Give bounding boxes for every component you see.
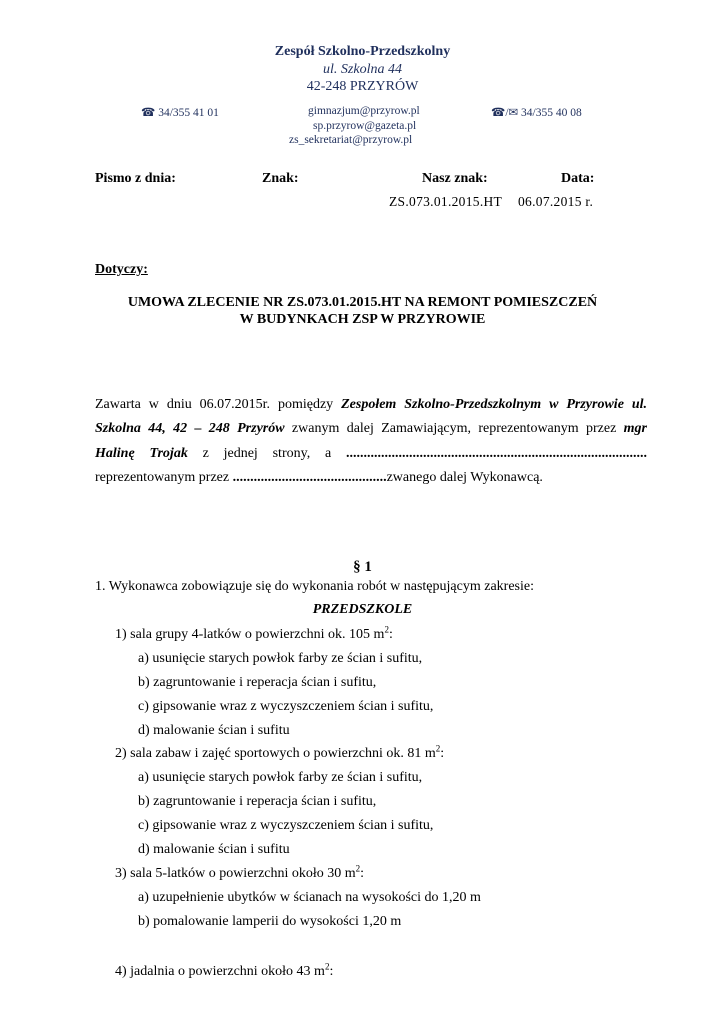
- intro-line-4: [95, 470, 543, 486]
- intro-line-3: [95, 446, 647, 462]
- label-pismo: Pismo z dnia:: [95, 171, 176, 186]
- room-item: [115, 961, 334, 980]
- unit-superscript: 2: [384, 624, 389, 635]
- email-3: zs_sekretariat@przyrow.pl: [289, 134, 413, 146]
- subject-title-line1: UMOWA ZLECENIE NR ZS.073.01.2015.HT NA REMONT POMIESZCZEŃ: [127, 295, 598, 310]
- task-item: c) gipsowanie wraz z wyczyszczeniem ścian i sufitu,: [138, 818, 434, 833]
- room-suffix: :: [388, 627, 393, 642]
- room-item: [115, 624, 393, 643]
- task-item: d) malowanie ścian i sufitu: [138, 842, 290, 857]
- intro-text: z jednej strony, a: [187, 446, 346, 461]
- unit-superscript: 2: [324, 961, 330, 972]
- task-item: c) gipsowanie wraz z wyczyszczeniem ścian i sufitu,: [138, 699, 434, 714]
- task-item: a) usunięcie starych powłok farby ze ścian i sufitu,: [138, 651, 423, 666]
- room-label: 1) sala grupy 4-latków o powierzchni ok. 105 m: [115, 627, 385, 642]
- school-city: 42-248 PRZYRÓW: [306, 79, 419, 94]
- fax-line: [491, 105, 582, 119]
- email-1: gimnazjum@przyrow.pl: [308, 105, 420, 117]
- representative-name: Halinę Trojak: [95, 446, 188, 461]
- phone-line: [141, 105, 219, 119]
- task-item: b) zagruntowanie i reperacja ścian i sufitu,: [138, 675, 377, 690]
- intro-line-2: [95, 421, 647, 437]
- room-suffix: :: [360, 866, 365, 881]
- task-item: d) malowanie ścian i sufitu: [138, 723, 290, 738]
- label-data: Data:: [561, 171, 595, 186]
- school-name: Zespół Szkolno-Przedszkolny: [274, 44, 451, 59]
- contractor-blank: ......................................................................................: [346, 446, 647, 461]
- party-address: Szkolna 44, 42 – 248 Przyrów: [95, 421, 285, 436]
- label-znak: Znak:: [262, 171, 299, 186]
- subject-title-line2: W BUDYNKACH ZSP W PRZYROWIE: [239, 312, 486, 327]
- phone-number: 34/355 41 01: [158, 107, 219, 119]
- task-item: a) usunięcie starych powłok farby ze ścian i sufitu,: [138, 770, 423, 785]
- task-item: b) pomalowanie lamperii do wysokości 1,20 m: [138, 914, 402, 929]
- room-suffix: :: [329, 964, 334, 979]
- label-nasz-znak: Nasz znak:: [422, 171, 488, 186]
- section-heading: PRZEDSZKOLE: [312, 602, 413, 617]
- room-item: [115, 863, 365, 882]
- email-2: sp.przyrow@gazeta.pl: [313, 120, 417, 132]
- subject-label: Dotyczy:: [95, 262, 148, 277]
- section-mark: § 1: [353, 559, 372, 575]
- room-suffix: :: [440, 746, 445, 761]
- our-reference: ZS.073.01.2015.HT: [389, 194, 503, 209]
- representative-blank: ............................................: [232, 470, 387, 485]
- intro-text: zwanym dalej Zamawiającym, reprezentowanym przez: [284, 421, 624, 436]
- representative-title: mgr: [623, 421, 647, 436]
- task-item: a) uzupełnienie ubytków w ścianach na wysokości do 1,20 m: [138, 890, 481, 905]
- section-clause: 1. Wykonawca zobowiązuje się do wykonania robót w następującym zakresie:: [95, 579, 534, 594]
- intro-text: Zawarta w dniu 06.07.2015r. pomiędzy: [95, 397, 342, 412]
- intro-text: zwanego dalej Wykonawcą.: [386, 470, 543, 485]
- room-item: [115, 743, 445, 762]
- room-label: 3) sala 5-latków o powierzchni około 30 m: [115, 866, 356, 881]
- intro-text: reprezentowanym przez: [95, 470, 233, 485]
- party-name: Zespołem Szkolno-Przedszkolnym w Przyrowie ul.: [341, 397, 648, 412]
- task-item: b) zagruntowanie i reperacja ścian i sufitu,: [138, 794, 377, 809]
- intro-line-1: [95, 397, 647, 413]
- room-label: 4) jadalnia o powierzchni około 43 m: [115, 964, 325, 979]
- room-label: 2) sala zabaw i zajęć sportowych o powierzchni ok. 81 m: [115, 746, 436, 761]
- document-date: 06.07.2015 r.: [518, 194, 594, 209]
- unit-superscript: 2: [435, 743, 441, 754]
- unit-superscript: 2: [355, 863, 361, 874]
- school-street: ul. Szkolna 44: [323, 62, 402, 77]
- phone-icon: ☎: [141, 107, 156, 119]
- fax-icon: ☎/✉: [491, 107, 519, 119]
- fax-number: 34/355 40 08: [521, 107, 582, 119]
